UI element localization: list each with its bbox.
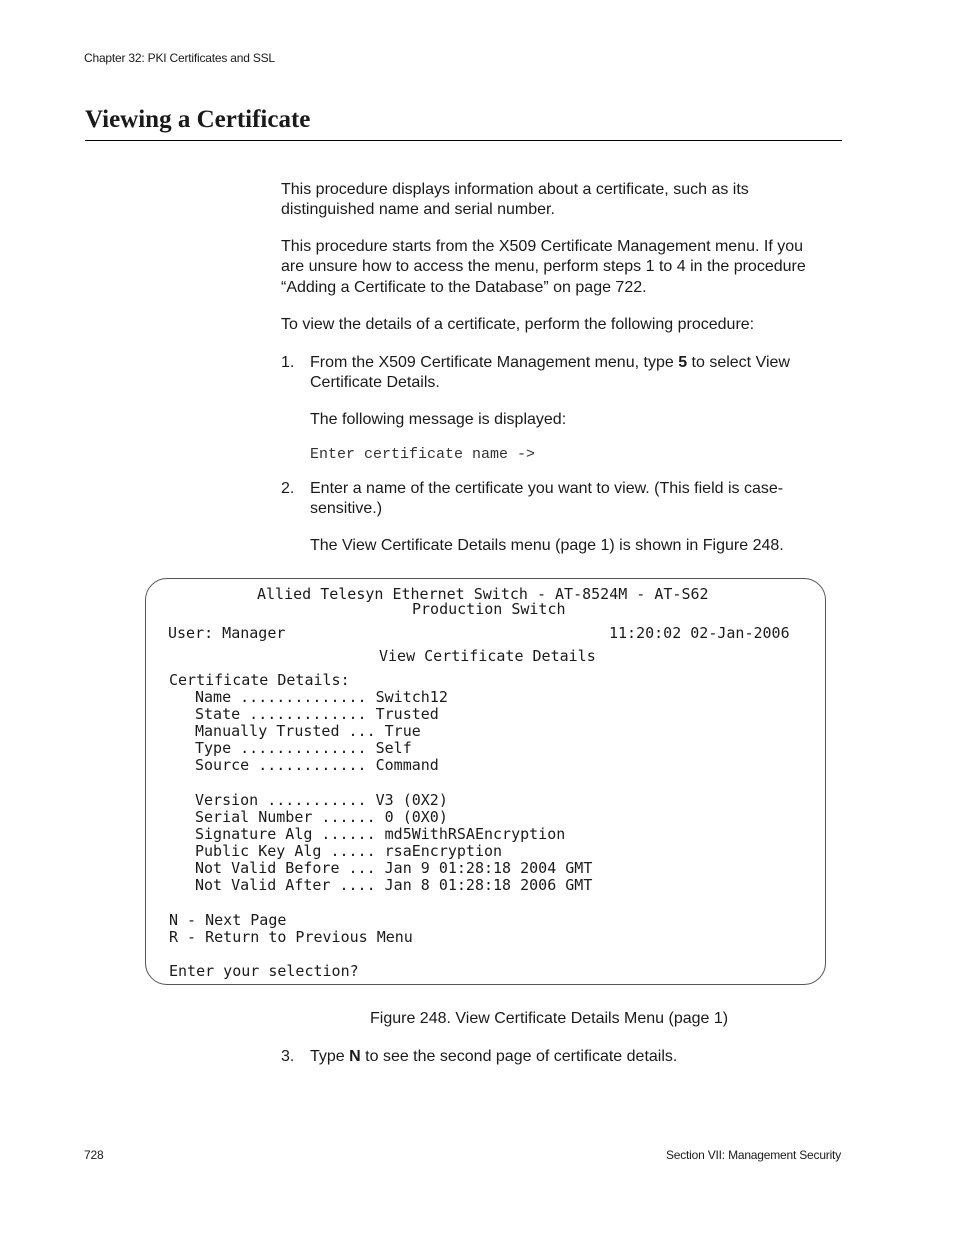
page-number: 728	[84, 1148, 104, 1162]
step-1-prompt: Enter certificate name ->	[310, 446, 536, 463]
step-3-number: 3.	[281, 1048, 295, 1065]
step-1-line-1: From the X509 Certificate Management menu, type 5 to select View	[310, 354, 790, 371]
step-3-key: N	[349, 1048, 361, 1065]
screen-menu-title: View Certificate Details	[379, 647, 596, 665]
field-name: Name .............. Switch12	[195, 688, 448, 706]
field-version: Version ........... V3 (0X2)	[195, 791, 448, 809]
title-rule	[85, 140, 842, 141]
field-public-key-alg: Public Key Alg ..... rsaEncryption	[195, 842, 503, 860]
field-signature-alg: Signature Alg ...... md5WithRSAEncryption	[195, 825, 566, 843]
step-1-number: 1.	[281, 354, 295, 371]
field-not-valid-after: Not Valid After .... Jan 8 01:28:18 2006 GMT	[195, 876, 593, 894]
step-2-line-2: sensitive.)	[310, 500, 383, 517]
paragraph-2-line-1: This procedure starts from the X509 Certificate Management menu. If you	[281, 238, 804, 255]
paragraph-1-line-1: This procedure displays information about a certificate, such as its	[281, 181, 749, 198]
step-2-number: 2.	[281, 480, 295, 497]
screen-prompt: Enter your selection?	[169, 962, 359, 980]
paragraph-1-line-2: distinguished name and serial number.	[281, 201, 555, 218]
step-1-note: The following message is displayed:	[310, 411, 567, 428]
paragraph-2-line-3: “Adding a Certificate to the Database” on page 722.	[281, 279, 647, 296]
step-2-line-1: Enter a name of the certificate you want to view. (This field is case-	[310, 480, 784, 497]
footer-section: Section VII: Management Security	[665, 1148, 841, 1162]
field-state: State ............. Trusted	[195, 705, 439, 723]
screen-datetime: 11:20:02 02-Jan-2006	[609, 624, 790, 642]
screen-section-label: Certificate Details:	[169, 671, 350, 689]
step-1-key: 5	[678, 354, 688, 371]
step-3-text: Type N to see the second page of certificate details.	[310, 1048, 678, 1065]
screen-title-line-1: Allied Telesyn Ethernet Switch - AT-8524M - AT-S62	[257, 585, 709, 603]
option-return: R - Return to Previous Menu	[169, 928, 413, 946]
screen-user: User: Manager	[168, 624, 286, 642]
screen-title-line-2: Production Switch	[412, 600, 566, 618]
terminal-screen-figure	[145, 578, 826, 985]
running-header: Chapter 32: PKI Certificates and SSL	[84, 51, 275, 65]
field-not-valid-before: Not Valid Before ... Jan 9 01:28:18 2004 GMT	[195, 859, 593, 877]
field-manually-trusted: Manually Trusted ... True	[195, 722, 421, 740]
figure-caption: Figure 248. View Certificate Details Menu (page 1)	[370, 1010, 729, 1027]
step-2-note: The View Certificate Details menu (page 1) is shown in Figure 248.	[310, 537, 784, 554]
option-next-page: N - Next Page	[169, 911, 287, 929]
field-serial-number: Serial Number ...... 0 (0X0)	[195, 808, 448, 826]
paragraph-2-line-2: are unsure how to access the menu, perform steps 1 to 4 in the procedure	[281, 258, 806, 275]
field-type: Type .............. Self	[195, 739, 412, 757]
field-source: Source ............ Command	[195, 756, 439, 774]
page-title: Viewing a Certificate	[85, 106, 311, 133]
step-1-line-2: Certificate Details.	[310, 374, 440, 391]
paragraph-3: To view the details of a certificate, perform the following procedure:	[281, 316, 755, 333]
